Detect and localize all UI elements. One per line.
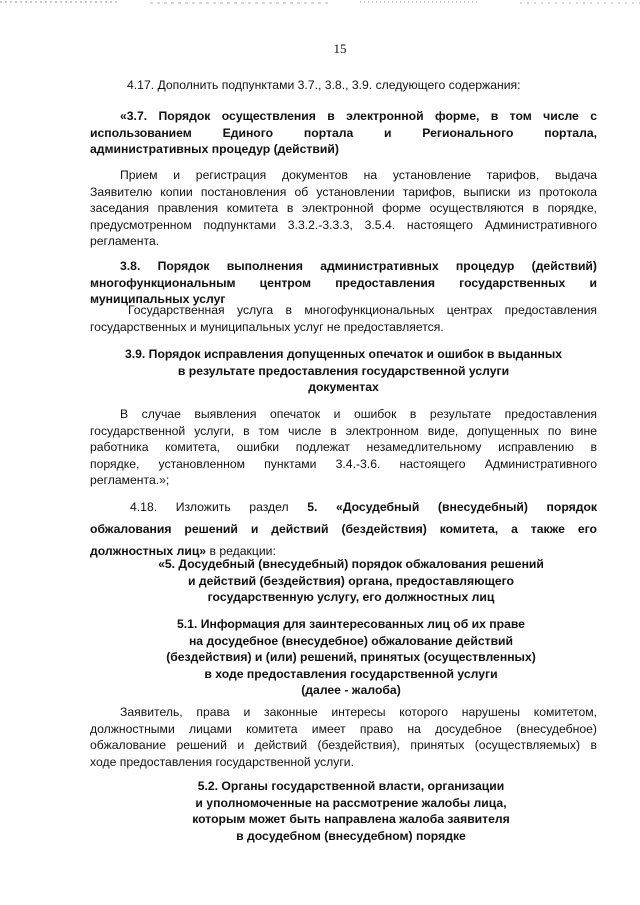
section-5-title-part: обжалования решений и действий (бездействия) комитета, а также его bbox=[90, 522, 597, 536]
heading-line: в досудебном (внесудебном) порядке bbox=[236, 828, 466, 843]
heading-line: административных процедур (действий) bbox=[90, 142, 339, 156]
section-5-title-part: 5. «Досудебный (внесудебный) порядок bbox=[307, 500, 597, 514]
section-3-9-heading bbox=[80, 346, 607, 396]
body-line: работника комитета, ошибки подлежат незамедлительному исправлению в bbox=[90, 440, 597, 454]
heading-line: и действий (бездействия) органа, предоставляющего bbox=[187, 573, 514, 588]
heading-line: которым может быть направлена жалоба заявителя bbox=[192, 812, 510, 826]
body-line: В случае выявления опечаток и ошибок в результате предоставления bbox=[120, 407, 597, 421]
para-line bbox=[90, 496, 597, 518]
heading-line: (бездействия) и (или) решений, принятых (осуществленных) bbox=[166, 650, 536, 664]
body-line: Прием и регистрация документов на установление тарифов, выдача bbox=[120, 168, 597, 182]
body-line: регламента.»; bbox=[90, 473, 170, 487]
section-3-7-heading bbox=[90, 108, 597, 158]
heading-line: и уполномоченные на рассмотрение жалобы лица, bbox=[195, 795, 507, 810]
paragraph-4-17: 4.17. Дополнить подпунктами 3.7., 3.8., 3.9. следующего содержания: bbox=[127, 78, 521, 92]
paragraph-4-18 bbox=[90, 496, 597, 562]
body-line: предусмотренном подпунктами 3.3.2.-3.3.3, 3.5.4. настоящего Административного bbox=[90, 217, 597, 232]
heading-line: в результате предоставления государственной услуги bbox=[177, 363, 510, 378]
body-line: государственной услуги, в том числе в электронном виде, допущенных по вине bbox=[90, 423, 597, 438]
body-line: Государственная услуга в многофункциональных центрах предоставления bbox=[128, 303, 597, 317]
section-3-8-heading bbox=[90, 258, 597, 308]
body-line: государственных и муниципальных услуг не предоставляется. bbox=[90, 319, 444, 334]
heading-line: на досудебное (внесудебное) обжалование действий bbox=[188, 633, 514, 648]
para-tail: в редакции: bbox=[206, 544, 276, 558]
section-3-7-body bbox=[90, 167, 597, 250]
body-line: регламента. bbox=[90, 234, 160, 248]
heading-line: 5.1. Информация для заинтересованных лиц об их праве bbox=[177, 617, 525, 631]
heading-line: муниципальных услуг bbox=[90, 292, 226, 306]
scan-artifact-top bbox=[0, 0, 640, 6]
para-lead: 4.18. Изложить раздел bbox=[130, 500, 289, 514]
section-5-1-heading bbox=[90, 616, 612, 699]
body-line: ходе предоставления государственной услуги. bbox=[90, 754, 354, 769]
section-3-9-body bbox=[90, 406, 597, 489]
section-5-heading bbox=[90, 556, 612, 606]
heading-line: в ходе предоставления государственной услуги bbox=[204, 666, 498, 681]
body-line: Заявителю копии постановления об установлении тарифов, выписки из протокола bbox=[90, 184, 597, 199]
section-5-title-part: должностных лиц» bbox=[90, 544, 207, 558]
body-line: обжалование решений и действий (бездействия), принятых (осуществляемых) в bbox=[90, 738, 597, 752]
body-line: Заявитель, права и законные интересы которого нарушены комитетом, bbox=[120, 705, 597, 719]
body-line: должностными лицами комитета имеет право на досудебное (внесудебное) bbox=[90, 721, 597, 736]
heading-line: 3.9. Порядок исправления допущенных опечаток и ошибок в выданных bbox=[124, 347, 563, 361]
heading-line: многофункциональным центром предоставления государственных и bbox=[90, 275, 597, 290]
page-number: 15 bbox=[333, 41, 347, 56]
heading-line: 3.8. Порядок выполнения административных процедур (действий) bbox=[120, 259, 597, 273]
section-5-2-heading bbox=[90, 778, 612, 844]
heading-line: «5. Досудебный (внесудебный) порядок обжалования решений bbox=[158, 557, 544, 571]
body-line: порядке, установленном пунктами 3.4.-3.6. настоящего Административного bbox=[90, 456, 597, 471]
body-line: заседания правления комитета в электронной форме осуществляются в порядке, bbox=[90, 201, 597, 215]
heading-line: документах bbox=[308, 380, 379, 394]
heading-line: (далее - жалоба) bbox=[301, 683, 401, 697]
section-3-8-body bbox=[90, 302, 597, 335]
heading-line: «3.7. Порядок осуществления в электронной форме, в том числе с bbox=[120, 109, 597, 123]
section-5-1-body bbox=[90, 704, 597, 770]
heading-line: государственную услугу, его должностных лиц bbox=[207, 590, 495, 604]
heading-line: 5.2. Органы государственной власти, организации bbox=[197, 779, 505, 793]
heading-line: использованием Единого портала и Регионального портала, bbox=[90, 125, 597, 140]
